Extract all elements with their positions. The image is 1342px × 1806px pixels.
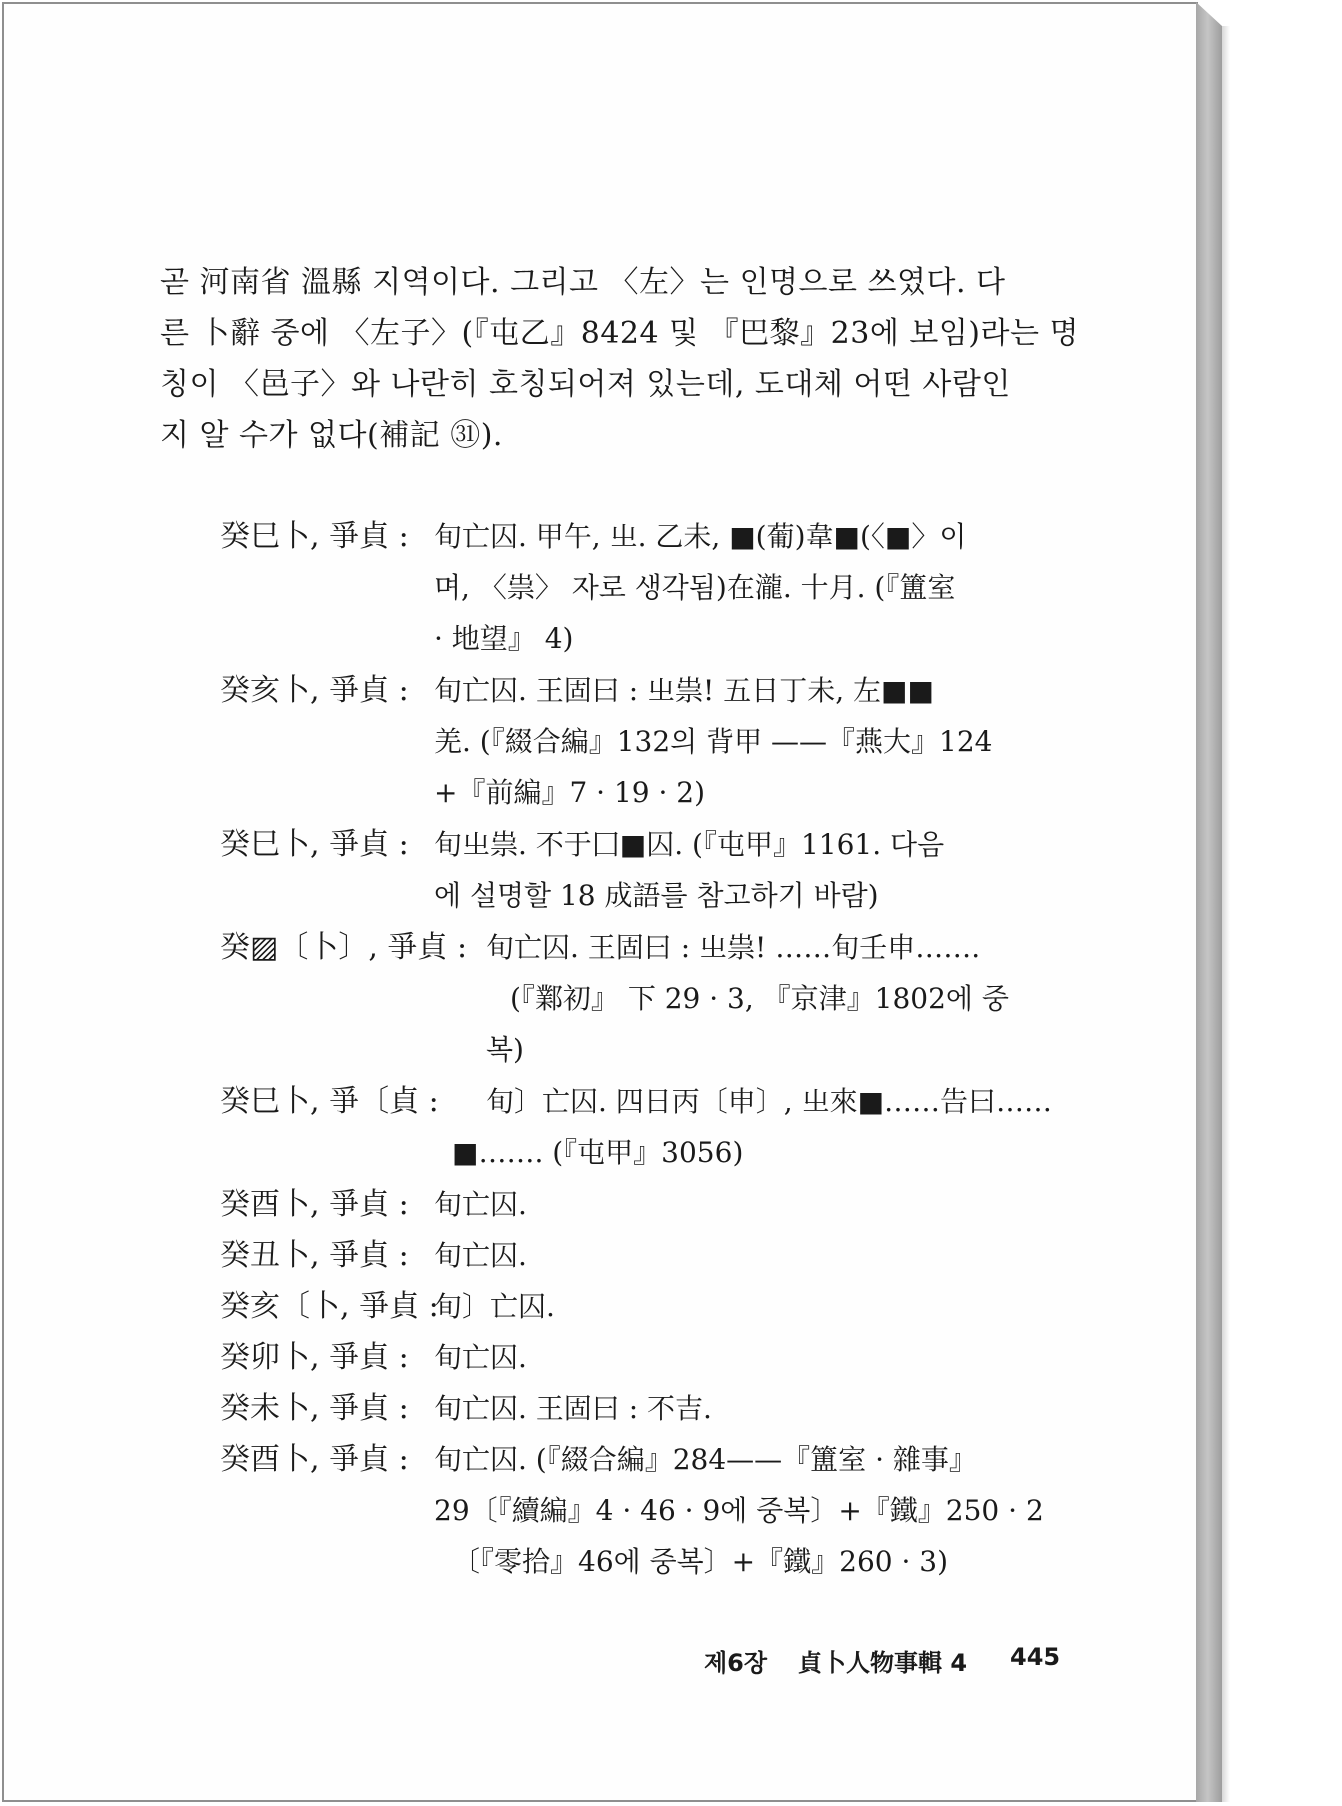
page-shadow <box>1222 26 1230 1802</box>
entry-line: 旬亡囚. 王固曰 : 㞢祟! ……旬壬申……. <box>486 931 981 964</box>
entry-line: (『鄴初』 下 29 · 3, 『京津』1802에 중 <box>510 982 1009 1015</box>
entry-head: 癸▨〔卜〕, 爭貞 : <box>220 930 468 965</box>
entry-line: 旬亡囚. <box>434 1341 527 1374</box>
intro-line: 칭이 〈邑子〉와 나란히 호칭되어져 있는데, 도대체 어떤 사람인 <box>160 367 1011 402</box>
entry-line: ■……. (『屯甲』3056) <box>452 1136 744 1169</box>
entry-line: 29〔『續編』4 · 46 · 9에 중복〕+『鐵』250 · 2 <box>434 1494 1044 1527</box>
intro-line: 지 알 수가 없다(補記 ㉛). <box>160 418 503 453</box>
entry-line: 며, 〈祟〉 자로 생각됨)在瀧. 十月. (『簠室 <box>434 571 956 604</box>
entry-line: 羌. (『綴合編』132의 背甲 ——『燕大』124 <box>434 725 993 758</box>
entry-head: 癸卯卜, 爭貞 : <box>220 1340 409 1375</box>
entry-head: 癸亥卜, 爭貞 : <box>220 673 409 708</box>
entry-line: 에 설명할 18 成語를 참고하기 바람) <box>434 879 879 912</box>
intro-line: 른 卜辭 중에 〈左子〉(『屯乙』8424 및 『巴黎』23에 보임)라는 명 <box>160 316 1079 351</box>
entry-head: 癸巳卜, 爭貞 : <box>220 519 409 554</box>
entry-head: 癸丑卜, 爭貞 : <box>220 1238 409 1273</box>
entry-line: 旬亡囚. 王固曰 : 不吉. <box>434 1392 712 1425</box>
entry-head: 癸酉卜, 爭貞 : <box>220 1187 409 1222</box>
chapter-label: 제6장 <box>704 1649 768 1677</box>
page-number: 445 <box>1010 1643 1061 1671</box>
entry-line: 旬亡囚. 王固曰 : 㞢祟! 五日丁未, 左■■ <box>434 674 934 707</box>
entry-line: 복) <box>486 1033 524 1066</box>
entry-head: 癸酉卜, 爭貞 : <box>220 1442 409 1477</box>
entry-line: 旬亡囚. <box>434 1239 527 1272</box>
running-title: 貞卜人物事輯 4 <box>798 1649 968 1677</box>
intro-line: 곧 河南省 溫縣 지역이다. 그리고 〈左〉는 인명으로 쓰였다. 다 <box>160 265 1006 300</box>
entry-line: · 地望』 4) <box>434 622 574 655</box>
entry-line: +『前編』7 · 19 · 2) <box>434 776 706 809</box>
entry-line: 旬亡囚. (『綴合編』284——『簠室 · 雜事』 <box>434 1443 977 1476</box>
entry-line: 旬〕亡囚. 四日丙〔申〕, 㞢來■……告曰…… <box>486 1085 1053 1118</box>
entry-line: 旬〕亡囚. <box>434 1290 555 1323</box>
entry-line: 旬㞢祟. 不于囗■囚. (『屯甲』1161. 다음 <box>434 828 945 861</box>
entry-head: 癸未卜, 爭貞 : <box>220 1391 409 1426</box>
entry-head: 癸巳卜, 爭貞 : <box>220 827 409 862</box>
entry-line: 〔『零拾』46에 중복〕+『鐵』260 · 3) <box>452 1545 949 1578</box>
entry-head: 癸巳卜, 爭〔貞 : <box>220 1084 439 1119</box>
page-edge <box>1196 2 1222 1802</box>
entry-line: 旬亡囚. 甲午, 㞢. 乙未, ■(葡)韋■(〈■〉이 <box>434 520 967 553</box>
entry-line: 旬亡囚. <box>434 1188 527 1221</box>
entry-head: 癸亥〔卜, 爭貞 : <box>220 1289 439 1324</box>
